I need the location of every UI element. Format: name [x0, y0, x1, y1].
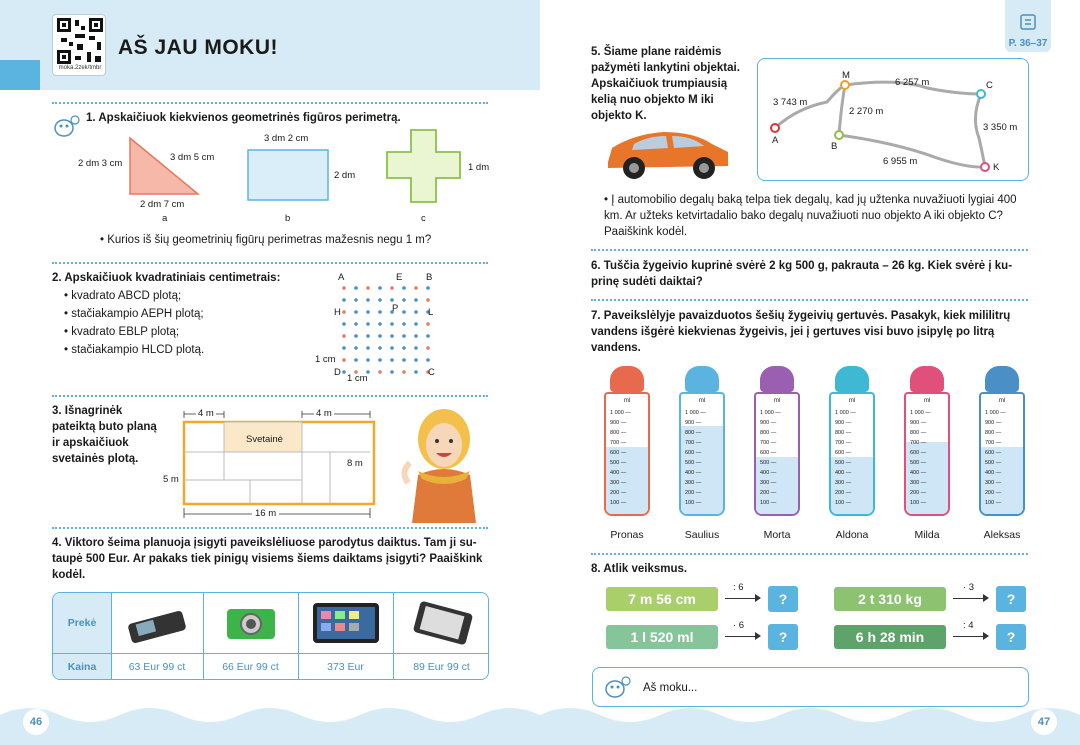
map-MC: 6 257 m: [895, 77, 930, 88]
book-icon: [1018, 12, 1038, 32]
scale-mark: 900 —: [985, 420, 1002, 426]
task1-text: Apskaičiuok kiekvienos geometrinės figūros perimetrą.: [98, 112, 401, 124]
bottle-unit: ml: [623, 398, 631, 404]
row-label-item: Prekė: [67, 617, 97, 629]
task8-text: Atlik veiksmus.: [603, 563, 688, 575]
cross-right: 1 dm: [468, 162, 490, 173]
grid-dot: [354, 346, 358, 350]
dot-grid: [336, 280, 446, 380]
scale-mark: 800 —: [985, 430, 1002, 436]
task1-heading: [86, 110, 401, 126]
fig-letter-a: a: [162, 213, 168, 224]
scale-mark: 1 000 —: [910, 410, 931, 416]
grid-D: D: [334, 367, 341, 378]
price-cell: 66 Eur 99 ct: [222, 661, 279, 673]
arrow-icon: [953, 598, 987, 599]
scale-mark: 1 000 —: [835, 410, 856, 416]
op-label: : 4: [963, 620, 974, 631]
scale-mark: 900 —: [835, 420, 852, 426]
task2-item: • stačiakampio HLCD plotą.: [64, 344, 205, 356]
map-label-C: C: [986, 80, 993, 91]
ereader-image: [408, 601, 478, 645]
divider: [52, 527, 488, 529]
page-number-right: 47: [1037, 716, 1051, 728]
grid-dot: [402, 310, 406, 314]
scale-mark: 100 —: [910, 500, 927, 506]
scale-mark: 100 —: [760, 500, 777, 506]
bottle-name: Aldona: [835, 529, 869, 541]
grid-P: P: [392, 303, 399, 314]
bottle-unit: ml: [923, 398, 931, 404]
op-label: · 3: [963, 582, 975, 593]
grid-C: C: [428, 367, 435, 378]
grid-dot: [414, 286, 418, 290]
bottle: [904, 366, 950, 516]
task5-note: • Į automobilio degalų baką telpa tiek degalų, kad jų užtenka nuvažiuoti lygiai 400 km. Ar užteks ketvirtadalio bako degalų nuvažiuoti nuo objekto A iki objekto C? Paaiškink kodėl.: [604, 194, 1017, 238]
grid-dot: [426, 298, 430, 302]
task7-num: 7.: [591, 310, 601, 322]
bottle-cap: [685, 366, 719, 392]
task4-heading: [52, 535, 488, 583]
scale-mark: 100 —: [610, 500, 627, 506]
phone-image: [123, 605, 193, 645]
rectangle-shape: [248, 150, 328, 200]
plan-dim-left: 5 m: [163, 474, 179, 485]
plan-room: Svetainė: [246, 434, 283, 445]
grid-dot: [390, 346, 394, 350]
task7-text: Paveikslėlyje pavaizduotos šešių žygeivių gertuvės. Pasakyk, kiek mililitrų vandens išgėrė kiekvienas žygeivis, jei į gertuves visi buvo įsipylę po litrą vandens.: [591, 310, 1011, 354]
bottle-body: [754, 392, 800, 516]
grid-dot: [426, 358, 430, 362]
scale-mark: 700 —: [760, 440, 777, 446]
qr-caption: moka.2zek/tmbr: [58, 65, 102, 71]
qr-icon: [57, 18, 103, 64]
task2-item: • stačiakampio AEPH plotą;: [64, 308, 204, 320]
map-CK: 3 350 m: [983, 122, 1018, 133]
task3-heading: [52, 403, 158, 467]
scale-mark: 400 —: [760, 470, 777, 476]
grid-dot: [342, 334, 346, 338]
scale-mark: 400 —: [685, 470, 702, 476]
bottle-unit: ml: [848, 398, 856, 404]
bottle-body: [604, 392, 650, 516]
arrow-icon: [725, 598, 759, 599]
map-label-B: B: [831, 141, 838, 152]
scale-mark: 900 —: [910, 420, 927, 426]
scale-mark: 300 —: [685, 480, 702, 486]
arrow-head-icon: [983, 632, 989, 640]
scale-mark: 200 —: [610, 490, 627, 496]
grid-dot: [414, 370, 418, 374]
bottle: [679, 366, 725, 516]
tri-left: 2 dm 3 cm: [78, 158, 123, 169]
grid-dot: [378, 286, 382, 290]
scale-mark: 300 —: [835, 480, 852, 486]
scale-mark: 500 —: [835, 460, 852, 466]
task6-text: Tuščia žygeivio kuprinė svėrė 2 kg 500 g, pakrauta – 26 kg. Kiek svėrė į kuprinę sudėti daiktai?: [591, 260, 1013, 288]
scale-mark: 500 —: [910, 460, 927, 466]
grid-dot: [378, 358, 382, 362]
op-value: 1 l 520 ml: [606, 625, 718, 649]
grid-unit-h: 1 cm: [347, 373, 368, 384]
grid-dot: [354, 322, 358, 326]
scale-mark: 700 —: [610, 440, 627, 446]
scale-mark: 600 —: [685, 450, 702, 456]
grid-dot: [354, 298, 358, 302]
scale-mark: 200 —: [985, 490, 1002, 496]
task2-text: Apskaičiuok kvadratiniais centimetrais:: [64, 272, 281, 284]
bottle-cap: [610, 366, 644, 392]
scale-mark: 200 —: [835, 490, 852, 496]
bottle-cap: [760, 366, 794, 392]
answer-box[interactable]: ?: [768, 624, 798, 650]
op-value: 6 h 28 min: [834, 625, 946, 649]
scale-mark: 500 —: [760, 460, 777, 466]
bottle-name: Morta: [763, 529, 791, 541]
grid-dot: [414, 298, 418, 302]
grid-dot: [342, 346, 346, 350]
map-point-K: [981, 163, 989, 171]
scale-mark: 600 —: [760, 450, 777, 456]
bottle-body: [679, 392, 725, 516]
map-point-A: [771, 124, 779, 132]
page-number-right-badge: [1031, 709, 1057, 735]
price-cell: 373 Eur: [327, 661, 364, 673]
fig-letter-c: c: [421, 213, 426, 224]
grid-dot: [426, 322, 430, 326]
grid-dot: [342, 298, 346, 302]
grid-dot: [378, 346, 382, 350]
page-number-left-badge: [23, 709, 49, 735]
map-point-B: [835, 131, 843, 139]
grid-E: E: [396, 272, 403, 283]
fig-letter-b: b: [285, 213, 291, 224]
grid-dot: [402, 286, 406, 290]
grid-dot: [402, 334, 406, 338]
scale-mark: 300 —: [760, 480, 777, 486]
bottle: [829, 366, 875, 516]
cross-shape: [387, 130, 460, 202]
arrow-icon: [725, 636, 759, 637]
divider: [591, 249, 1028, 251]
op-label: · 6: [733, 620, 745, 631]
divider: [591, 299, 1028, 301]
divider: [591, 553, 1028, 555]
scale-mark: 900 —: [760, 420, 777, 426]
scale-mark: 900 —: [685, 420, 702, 426]
grid-dot: [414, 322, 418, 326]
grid-dot: [390, 370, 394, 374]
grid-dot: [366, 286, 370, 290]
task3-text: Išnagrinėk pateiktą buto planą ir apskaičiuok svetainės plotą.: [52, 405, 157, 465]
grid-dot: [414, 358, 418, 362]
map-point-M: [841, 81, 849, 89]
scale-mark: 800 —: [610, 430, 627, 436]
tri-hyp: 3 dm 5 cm: [170, 152, 215, 163]
grid-dot: [402, 322, 406, 326]
task8-heading: [591, 561, 687, 577]
scale-mark: 600 —: [835, 450, 852, 456]
scale-mark: 100 —: [985, 500, 1002, 506]
grid-H: H: [334, 307, 341, 318]
bottle-name: Milda: [914, 529, 940, 541]
grid-A: A: [338, 272, 345, 283]
scale-mark: 200 —: [910, 490, 927, 496]
scale-mark: 200 —: [760, 490, 777, 496]
scale-mark: 1 000 —: [760, 410, 781, 416]
scale-mark: 300 —: [985, 480, 1002, 486]
footer-wave: [0, 695, 1080, 745]
grid-dot: [426, 334, 430, 338]
grid-dot: [414, 334, 418, 338]
grid-dot: [390, 286, 394, 290]
scale-mark: 800 —: [910, 430, 927, 436]
plan-dim-bottom: 16 m: [252, 508, 279, 519]
grid-dot: [414, 346, 418, 350]
scale-mark: 700 —: [835, 440, 852, 446]
task3-num: 3.: [52, 405, 62, 417]
grid-L: L: [428, 307, 434, 318]
grid-dot: [390, 334, 394, 338]
scale-mark: 700 —: [685, 440, 702, 446]
grid-dot: [402, 358, 406, 362]
task1-num: 1.: [86, 112, 96, 124]
task2-item: • kvadrato EBLP plotą;: [64, 326, 180, 338]
rect-top: 3 dm 2 cm: [264, 133, 309, 144]
grid-dot: [354, 358, 358, 362]
price-table: [52, 592, 489, 680]
task5-text: Šiame plane raidėmis pažymėti lankytini objektai. Apskaičiuok trumpiausią kelią nuo objekto M iki objekto K.: [591, 46, 740, 122]
grid-dot: [342, 370, 346, 374]
scale-mark: 400 —: [910, 470, 927, 476]
scale-mark: 400 —: [985, 470, 1002, 476]
grid-dot: [342, 358, 346, 362]
scale-mark: 300 —: [910, 480, 927, 486]
grid-dot: [366, 298, 370, 302]
grid-dot: [426, 286, 430, 290]
scale-mark: 200 —: [685, 490, 702, 496]
answer-box[interactable]: ?: [996, 586, 1026, 612]
scale-mark: 1 000 —: [985, 410, 1006, 416]
bottle-name: Pronas: [610, 529, 644, 541]
scale-mark: 500 —: [610, 460, 627, 466]
triangle-shape: [130, 138, 198, 194]
bottle-unit: ml: [998, 398, 1006, 404]
car-illustration: [604, 124, 732, 182]
arrow-head-icon: [755, 594, 761, 602]
bottle-cap: [835, 366, 869, 392]
plan-dim-right-top: 4 m: [316, 408, 332, 419]
arrow-head-icon: [755, 632, 761, 640]
tablet-image: [311, 601, 381, 645]
grid-dot: [390, 298, 394, 302]
bottle-body: [829, 392, 875, 516]
left-header-stripe: [0, 60, 40, 90]
bottle-cap: [910, 366, 944, 392]
page-title: AŠ JAU MOKU!: [118, 36, 279, 59]
tri-bottom: 2 dm 7 cm: [140, 199, 185, 210]
task4-text: Viktoro šeima planuoja įsigyti paveikslėliuose parodytus daiktus. Tam ji sutaupė 500 Eur. Ar pakaks tiek pinigų visiems šiems daiktams įsigyti? Paaiškink kodėl.: [52, 537, 483, 581]
price-cell: 63 Eur 99 ct: [128, 661, 186, 673]
scale-mark: 600 —: [610, 450, 627, 456]
grid-dot: [426, 346, 430, 350]
divider: [52, 262, 488, 264]
scale-mark: 1 000 —: [610, 410, 631, 416]
scale-mark: 700 —: [910, 440, 927, 446]
page-number-left: 46: [29, 716, 43, 728]
op-value: 2 t 310 kg: [834, 587, 946, 611]
divider: [52, 102, 488, 104]
row-label-price: Kaina: [67, 661, 97, 673]
grid-dot: [390, 358, 394, 362]
divider: [52, 395, 488, 397]
grid-dot: [402, 346, 406, 350]
qr-code: [52, 14, 106, 76]
task4-num: 4.: [52, 537, 62, 549]
map-AM: 3 743 m: [773, 97, 808, 108]
scale-mark: 400 —: [835, 470, 852, 476]
bottle-unit: ml: [773, 398, 781, 404]
price-cell: 89 Eur 99 ct: [413, 661, 470, 673]
map-MB: 2 270 m: [849, 106, 884, 117]
pages-ref: P. 36–37: [1008, 38, 1048, 49]
task2-item: • kvadrato ABCD plotą;: [64, 290, 182, 302]
plan-dim-right: 8 m: [347, 458, 363, 469]
arrow-head-icon: [983, 594, 989, 602]
task5-heading: [591, 44, 741, 124]
grid-dot: [366, 310, 370, 314]
grid-dot: [378, 370, 382, 374]
grid-dot: [354, 310, 358, 314]
grid-dot: [402, 370, 406, 374]
task2-heading: [52, 270, 280, 286]
bottle-unit: ml: [698, 398, 706, 404]
answer-box[interactable]: ?: [768, 586, 798, 612]
grid-dot: [354, 334, 358, 338]
task6-num: 6.: [591, 260, 601, 272]
self-check-text: Aš moku...: [643, 682, 698, 694]
grid-dot: [342, 322, 346, 326]
task5-num: 5.: [591, 46, 601, 58]
map-label-A: A: [772, 135, 779, 146]
grid-dot: [414, 310, 418, 314]
grid-B: B: [426, 272, 433, 283]
bottle-name: Aleksas: [983, 529, 1021, 541]
bottle: [604, 366, 650, 516]
pages-ref-tab: [1005, 0, 1051, 52]
grid-dot: [342, 310, 346, 314]
scale-mark: 100 —: [685, 500, 702, 506]
scale-mark: 100 —: [835, 500, 852, 506]
scale-mark: 800 —: [685, 430, 702, 436]
grid-dot: [342, 286, 346, 290]
task6-heading: [591, 258, 1028, 290]
task8-num: 8.: [591, 563, 601, 575]
grid-dot: [402, 298, 406, 302]
grid-dot: [366, 322, 370, 326]
grid-unit-v: 1 cm: [315, 354, 336, 365]
scale-mark: 800 —: [835, 430, 852, 436]
scale-mark: 400 —: [610, 470, 627, 476]
scale-mark: 600 —: [985, 450, 1002, 456]
rect-right: 2 dm: [334, 170, 356, 181]
bottle-name: Saulius: [684, 529, 720, 541]
map-BK: 6 955 m: [883, 156, 918, 167]
bottle-body: [904, 392, 950, 516]
grid-dot: [354, 286, 358, 290]
op-value: 7 m 56 cm: [606, 587, 718, 611]
grid-dot: [378, 322, 382, 326]
arrow-icon: [953, 636, 987, 637]
grid-dot: [366, 358, 370, 362]
scale-mark: 500 —: [985, 460, 1002, 466]
girl-illustration: [398, 405, 490, 523]
grid-dot: [378, 298, 382, 302]
task1-question: • Kurios iš šių geometrinių figūrų perimetras mažesnis negu 1 m?: [100, 234, 432, 246]
answer-box[interactable]: ?: [996, 624, 1026, 650]
scale-mark: 500 —: [685, 460, 702, 466]
map-label-K: K: [993, 162, 1000, 173]
grid-dot: [378, 310, 382, 314]
task7-heading: [591, 308, 1028, 356]
grid-dot: [390, 322, 394, 326]
bottle-body: [979, 392, 1025, 516]
scale-mark: 300 —: [610, 480, 627, 486]
scale-mark: 800 —: [760, 430, 777, 436]
scale-mark: 900 —: [610, 420, 627, 426]
task2-num: 2.: [52, 272, 62, 284]
grid-dot: [378, 334, 382, 338]
camera-image: [221, 603, 281, 643]
bottle: [754, 366, 800, 516]
plan-dim-left-top: 4 m: [198, 408, 214, 419]
bottle: [979, 366, 1025, 516]
op-label: : 6: [733, 582, 744, 593]
scale-mark: 700 —: [985, 440, 1002, 446]
grid-dot: [366, 334, 370, 338]
scale-mark: 600 —: [910, 450, 927, 456]
map-label-M: M: [842, 70, 850, 81]
map-point-C: [977, 90, 985, 98]
bottle-cap: [985, 366, 1019, 392]
scale-mark: 1 000 —: [685, 410, 706, 416]
grid-dot: [366, 346, 370, 350]
